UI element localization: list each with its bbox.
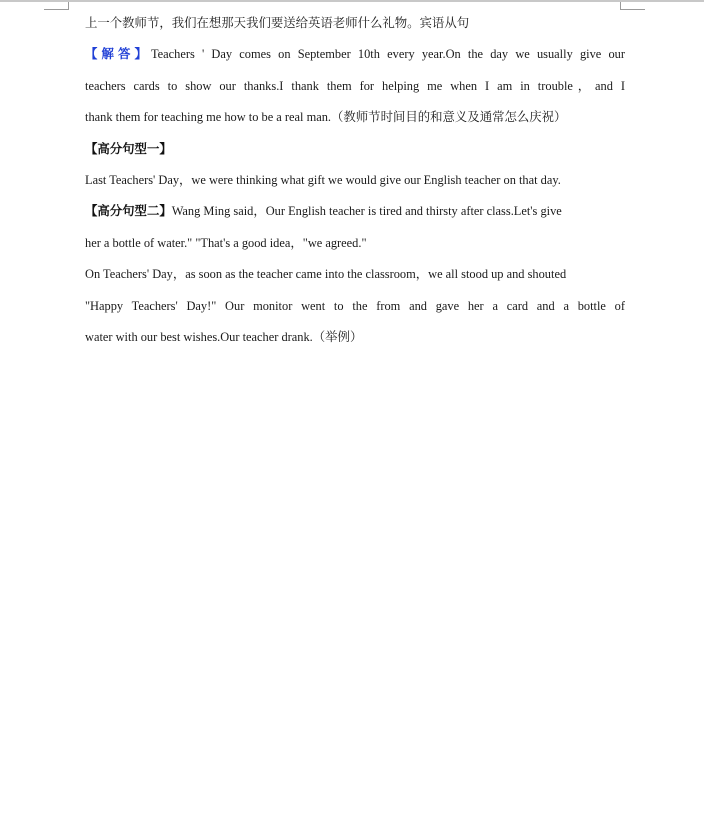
document-body [85, 8, 625, 353]
line-text: 上一个教师节，我们在想那天我们要送给英语老师什么礼物。宾语从句 [85, 16, 470, 30]
line-text: teachers cards to show our thanks.I thank them for helping me when I am in trouble，and I [85, 78, 625, 93]
body-line-sentence-pattern-2 [85, 196, 625, 227]
line-text: "Happy Teachers' Day!" Our monitor went to the from and gave her a card and a bottle of [85, 298, 625, 313]
body-line [85, 102, 625, 133]
line-text: thank them for teaching me how to be a real man.（教师节时间目的和意义及通常怎么庆祝） [85, 110, 567, 125]
body-line-chinese-sentence [85, 8, 625, 39]
line-text: Last Teachers' Day，we were thinking what gift we would give our English teacher on that day. [85, 172, 561, 187]
line-text: her a bottle of water." "That's a good idea，"we agreed." [85, 235, 367, 250]
line-text: Wang Ming said，Our English teacher is tired and thirsty after class.Let's give [171, 204, 562, 219]
sentence-pattern-tag: 【高分句型二】 [85, 204, 172, 219]
sentence-pattern-tag: 【高分句型一】 [85, 141, 172, 156]
body-line [85, 228, 625, 259]
line-text: On Teachers' Day，as soon as the teacher came into the classroom，we all stood up and shouted [85, 267, 567, 282]
body-line [85, 165, 625, 196]
body-line-sentence-pattern-1 [85, 134, 625, 165]
page-top-border [0, 0, 704, 2]
body-line [85, 322, 625, 353]
body-line [85, 259, 625, 290]
left-margin-corner-mark [44, 2, 69, 10]
body-line [85, 291, 625, 322]
answer-tag: 【解答】 [85, 47, 151, 62]
body-line-answer [85, 39, 625, 70]
line-text: water with our best wishes.Our teacher drank.（举例） [85, 329, 363, 344]
body-line [85, 71, 625, 102]
line-text: Teachers ' Day comes on September 10th every year.On the day we usually give our [150, 47, 625, 62]
